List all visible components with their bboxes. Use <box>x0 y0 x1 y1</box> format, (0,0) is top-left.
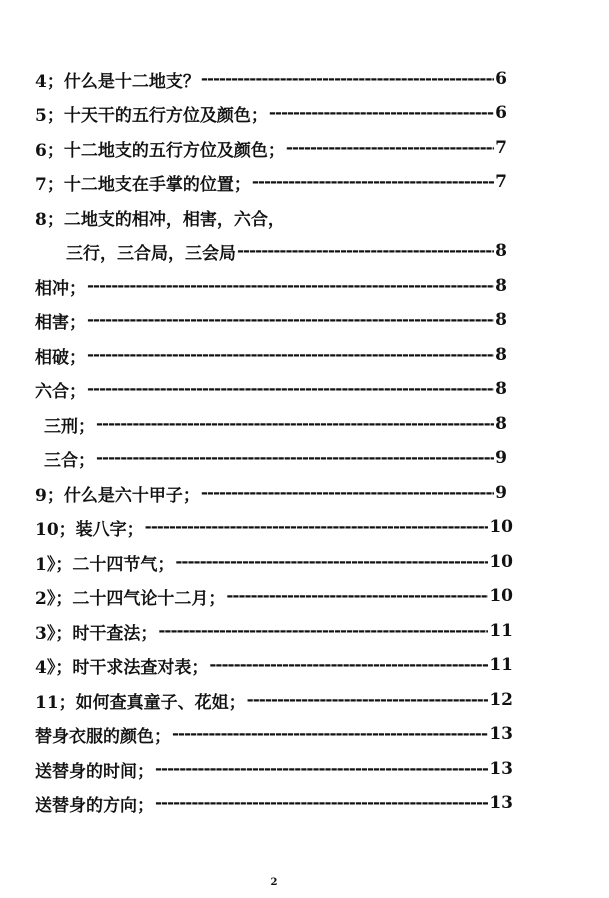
toc-entry <box>35 480 507 506</box>
toc-entry-title: 送替身的时间； <box>35 761 154 782</box>
toc-entry <box>35 756 513 782</box>
toc-entry <box>35 721 513 747</box>
toc-entry <box>35 618 513 644</box>
toc-leader <box>87 310 494 330</box>
toc-leader <box>155 793 488 813</box>
toc-entry-page: 8 <box>495 276 507 296</box>
toc-leader <box>247 690 489 710</box>
toc-leader <box>252 172 494 192</box>
toc-entry-page: 8 <box>495 345 507 365</box>
toc-entry-page: 13 <box>489 759 513 779</box>
toc-leader <box>87 276 494 296</box>
toc-entry-page: 9 <box>495 448 507 468</box>
toc-entry-page: 8 <box>495 414 507 434</box>
toc-entry-page: 8 <box>495 310 507 330</box>
toc-entry <box>35 342 507 368</box>
toc-entry-page: 10 <box>489 586 513 606</box>
toc-entry-title: 10；装八字； <box>35 519 144 540</box>
toc-entry-title: 三行，三合局，三会局 <box>66 243 236 264</box>
toc-entry-page: 11 <box>489 655 513 675</box>
toc-entry-page: 13 <box>489 793 513 813</box>
toc-entry-title: 11；如何查真童子、花姐； <box>35 692 246 713</box>
toc-entry-title: 6；十二地支的五行方位及颜色； <box>35 140 285 161</box>
toc-entry-page: 10 <box>489 517 513 537</box>
toc-entry-title: 相害； <box>35 312 86 333</box>
toc-entry-title: 三合； <box>44 450 95 471</box>
toc-leader <box>87 345 494 365</box>
toc-entry-title: 8；二地支的相冲，相害，六合， <box>35 209 285 230</box>
toc-leader <box>226 586 488 606</box>
toc-leader <box>175 552 488 572</box>
toc-entry-title: 六合； <box>35 381 86 402</box>
toc-entry-title: 相冲； <box>35 278 86 299</box>
toc-entry-title: 替身衣服的颜色； <box>35 726 171 747</box>
toc-leader <box>286 138 494 158</box>
toc-leader <box>87 379 494 399</box>
toc-leader <box>96 414 494 434</box>
toc-entry <box>35 307 507 333</box>
toc-leader <box>269 103 494 123</box>
toc-entry-page: 10 <box>489 552 513 572</box>
toc-entry-title: 3》；时干查法； <box>35 623 158 644</box>
toc-entry <box>35 273 507 299</box>
toc-entry-title: 2》；二十四气论十二月； <box>35 588 226 609</box>
toc-entry-page: 7 <box>495 172 507 192</box>
toc-entry-title: 1》；二十四节气； <box>35 554 175 575</box>
toc-entry-title: 相破； <box>35 347 86 368</box>
toc-entry <box>35 376 507 402</box>
toc-leader <box>172 724 488 744</box>
toc-entry <box>35 204 507 230</box>
toc-entry <box>35 652 513 678</box>
toc-entry <box>44 445 507 471</box>
toc-leader <box>237 241 494 261</box>
toc-entry <box>35 790 513 816</box>
toc-entry <box>35 549 513 575</box>
page-number: 2 <box>270 877 278 888</box>
toc-leader <box>209 655 488 675</box>
toc-leader <box>96 448 494 468</box>
toc-entry <box>35 687 513 713</box>
toc-entry-page: 6 <box>495 103 507 123</box>
toc-entry-page: 13 <box>489 724 513 744</box>
toc-entry <box>35 135 507 161</box>
toc-entry <box>35 583 513 609</box>
toc-entry-title: 9；什么是六十甲子； <box>35 485 200 506</box>
toc-entry-page: 6 <box>495 69 507 89</box>
toc-leader <box>201 69 494 89</box>
toc-entry <box>35 514 513 540</box>
toc-entry <box>44 411 507 437</box>
toc-entry <box>35 66 507 92</box>
toc-entry-page: 11 <box>489 621 513 641</box>
toc-leader <box>158 621 488 641</box>
toc-entry-page: 12 <box>489 690 513 710</box>
toc-entry-title: 5；十天干的五行方位及颜色； <box>35 105 268 126</box>
toc-entry-page: 7 <box>495 138 507 158</box>
toc-entry <box>66 238 507 264</box>
toc-entry-page: 8 <box>495 379 507 399</box>
toc-leader <box>155 759 488 779</box>
toc-entry-title: 7；十二地支在手掌的位置； <box>35 174 251 195</box>
toc-entry-page: 8 <box>495 241 507 261</box>
toc-leader <box>201 483 494 503</box>
toc-entry-title: 4；什么是十二地支？ <box>35 71 200 92</box>
toc-leader <box>145 517 489 537</box>
toc-entry <box>35 100 507 126</box>
toc-entry-title: 送替身的方向； <box>35 795 154 816</box>
toc-entry <box>35 169 507 195</box>
toc-entry-title: 三刑； <box>44 416 95 437</box>
toc-entry-title: 4》；时干求法查对表； <box>35 657 209 678</box>
toc-entry-page: 9 <box>495 483 507 503</box>
